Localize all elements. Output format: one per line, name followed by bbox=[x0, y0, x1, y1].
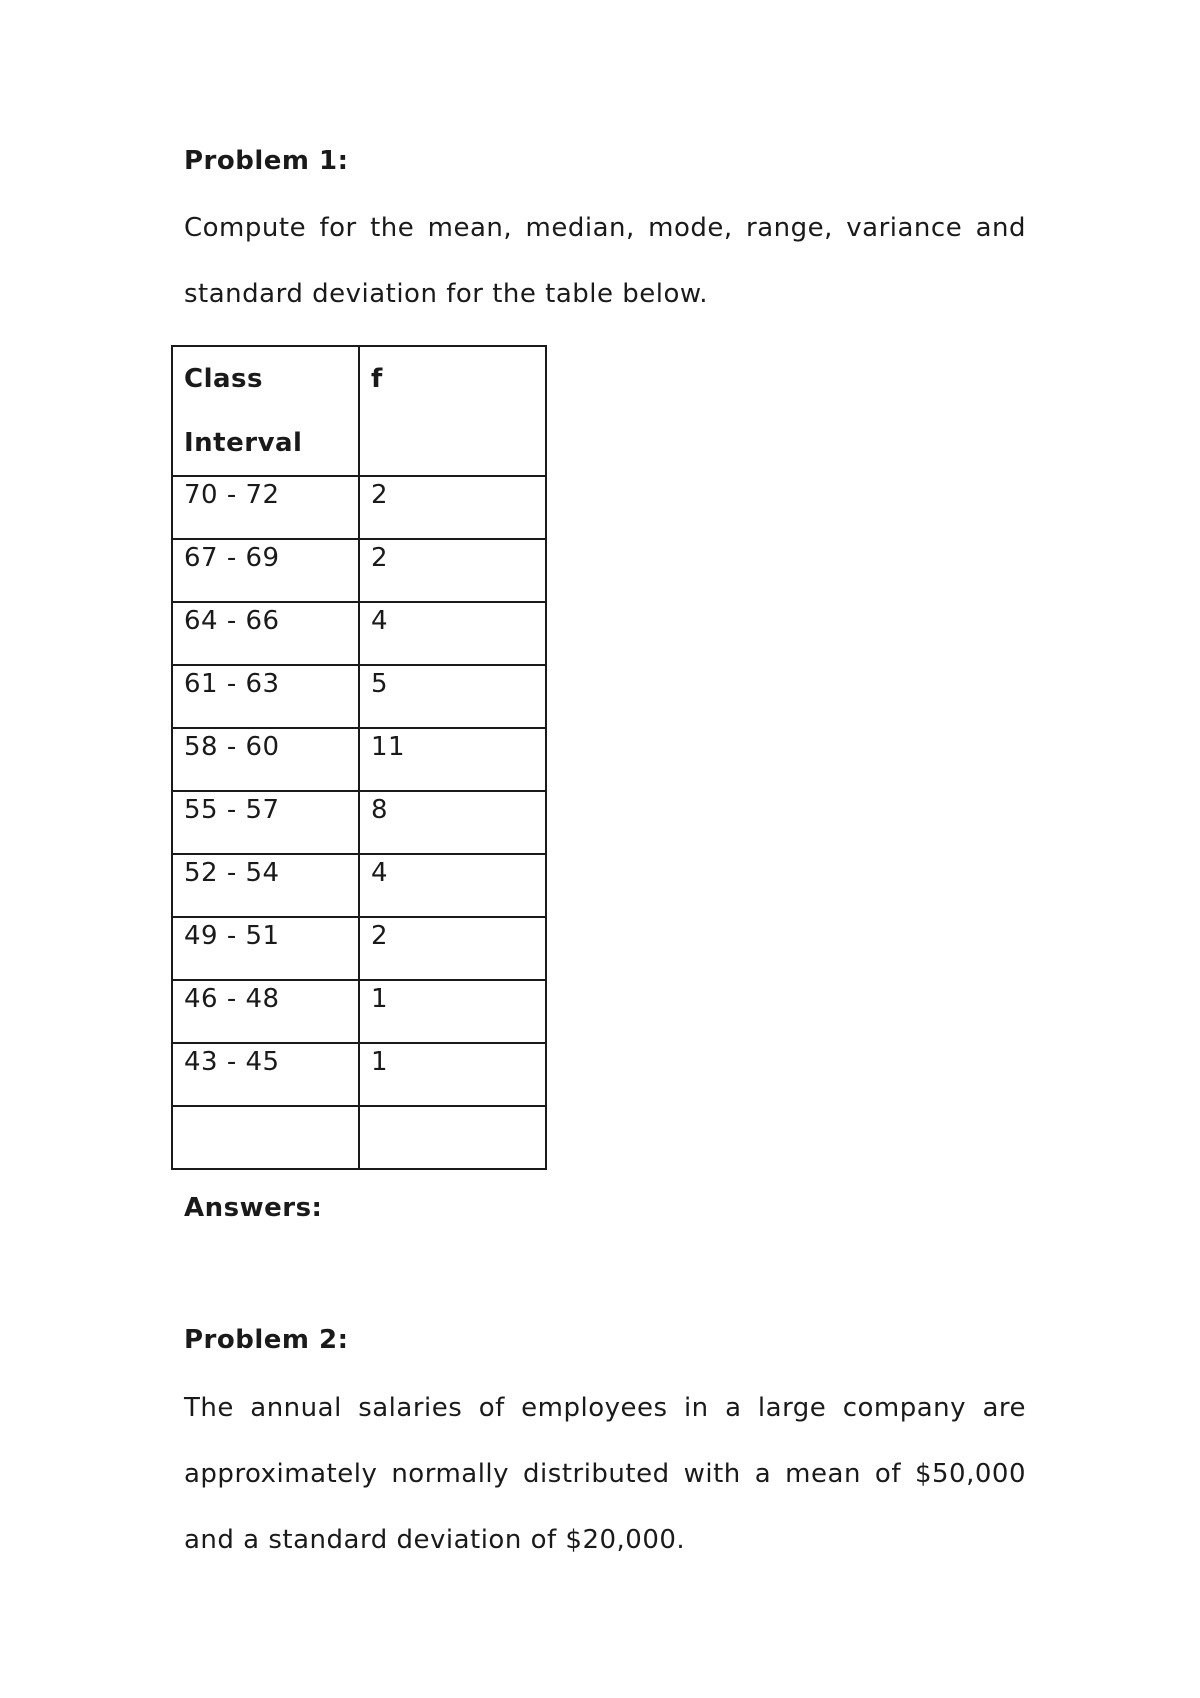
frequency-cell: 5 bbox=[359, 665, 546, 728]
class-interval-cell: 64 - 66 bbox=[172, 602, 359, 665]
table-row bbox=[172, 917, 546, 980]
frequency-table bbox=[171, 345, 547, 1170]
class-interval-cell: 58 - 60 bbox=[172, 728, 359, 791]
table-row bbox=[172, 980, 546, 1043]
class-interval-cell: 49 - 51 bbox=[172, 917, 359, 980]
problem-1-text: Compute for the mean, median, mode, range, variance and standard deviation for the table below. bbox=[184, 213, 1026, 309]
frequency-cell: 2 bbox=[359, 539, 546, 602]
table-row bbox=[172, 854, 546, 917]
problem-2-text: The annual salaries of employees in a large company are approximately normally distributed with a mean of $50,000 and a standard deviation of $20,000. bbox=[184, 1393, 1026, 1555]
frequency-cell: 1 bbox=[359, 980, 546, 1043]
frequency-cell: 4 bbox=[359, 854, 546, 917]
frequency-cell bbox=[359, 1106, 546, 1169]
frequency-cell: 4 bbox=[359, 602, 546, 665]
table-header-row bbox=[172, 346, 546, 476]
header-frequency: f bbox=[359, 346, 546, 476]
table-row bbox=[172, 1106, 546, 1169]
table-row bbox=[172, 665, 546, 728]
class-interval-cell bbox=[172, 1106, 359, 1169]
class-interval-cell: 52 - 54 bbox=[172, 854, 359, 917]
class-interval-cell: 61 - 63 bbox=[172, 665, 359, 728]
table-row bbox=[172, 476, 546, 539]
table-row bbox=[172, 602, 546, 665]
table-row bbox=[172, 539, 546, 602]
class-interval-cell: 55 - 57 bbox=[172, 791, 359, 854]
class-interval-cell: 46 - 48 bbox=[172, 980, 359, 1043]
frequency-cell: 2 bbox=[359, 476, 546, 539]
table-row bbox=[172, 1043, 546, 1106]
header-class-interval: Class Interval bbox=[172, 346, 359, 476]
frequency-cell: 11 bbox=[359, 728, 546, 791]
frequency-cell: 8 bbox=[359, 791, 546, 854]
problem-2-heading: Problem 2: bbox=[184, 1325, 349, 1355]
answers-heading: Answers: bbox=[184, 1193, 323, 1223]
class-interval-cell: 67 - 69 bbox=[172, 539, 359, 602]
class-interval-cell: 43 - 45 bbox=[172, 1043, 359, 1106]
table-row bbox=[172, 728, 546, 791]
problem-1-heading: Problem 1: bbox=[184, 146, 349, 176]
table-row bbox=[172, 791, 546, 854]
class-interval-cell: 70 - 72 bbox=[172, 476, 359, 539]
table-body bbox=[172, 476, 546, 1169]
frequency-cell: 2 bbox=[359, 917, 546, 980]
frequency-cell: 1 bbox=[359, 1043, 546, 1106]
